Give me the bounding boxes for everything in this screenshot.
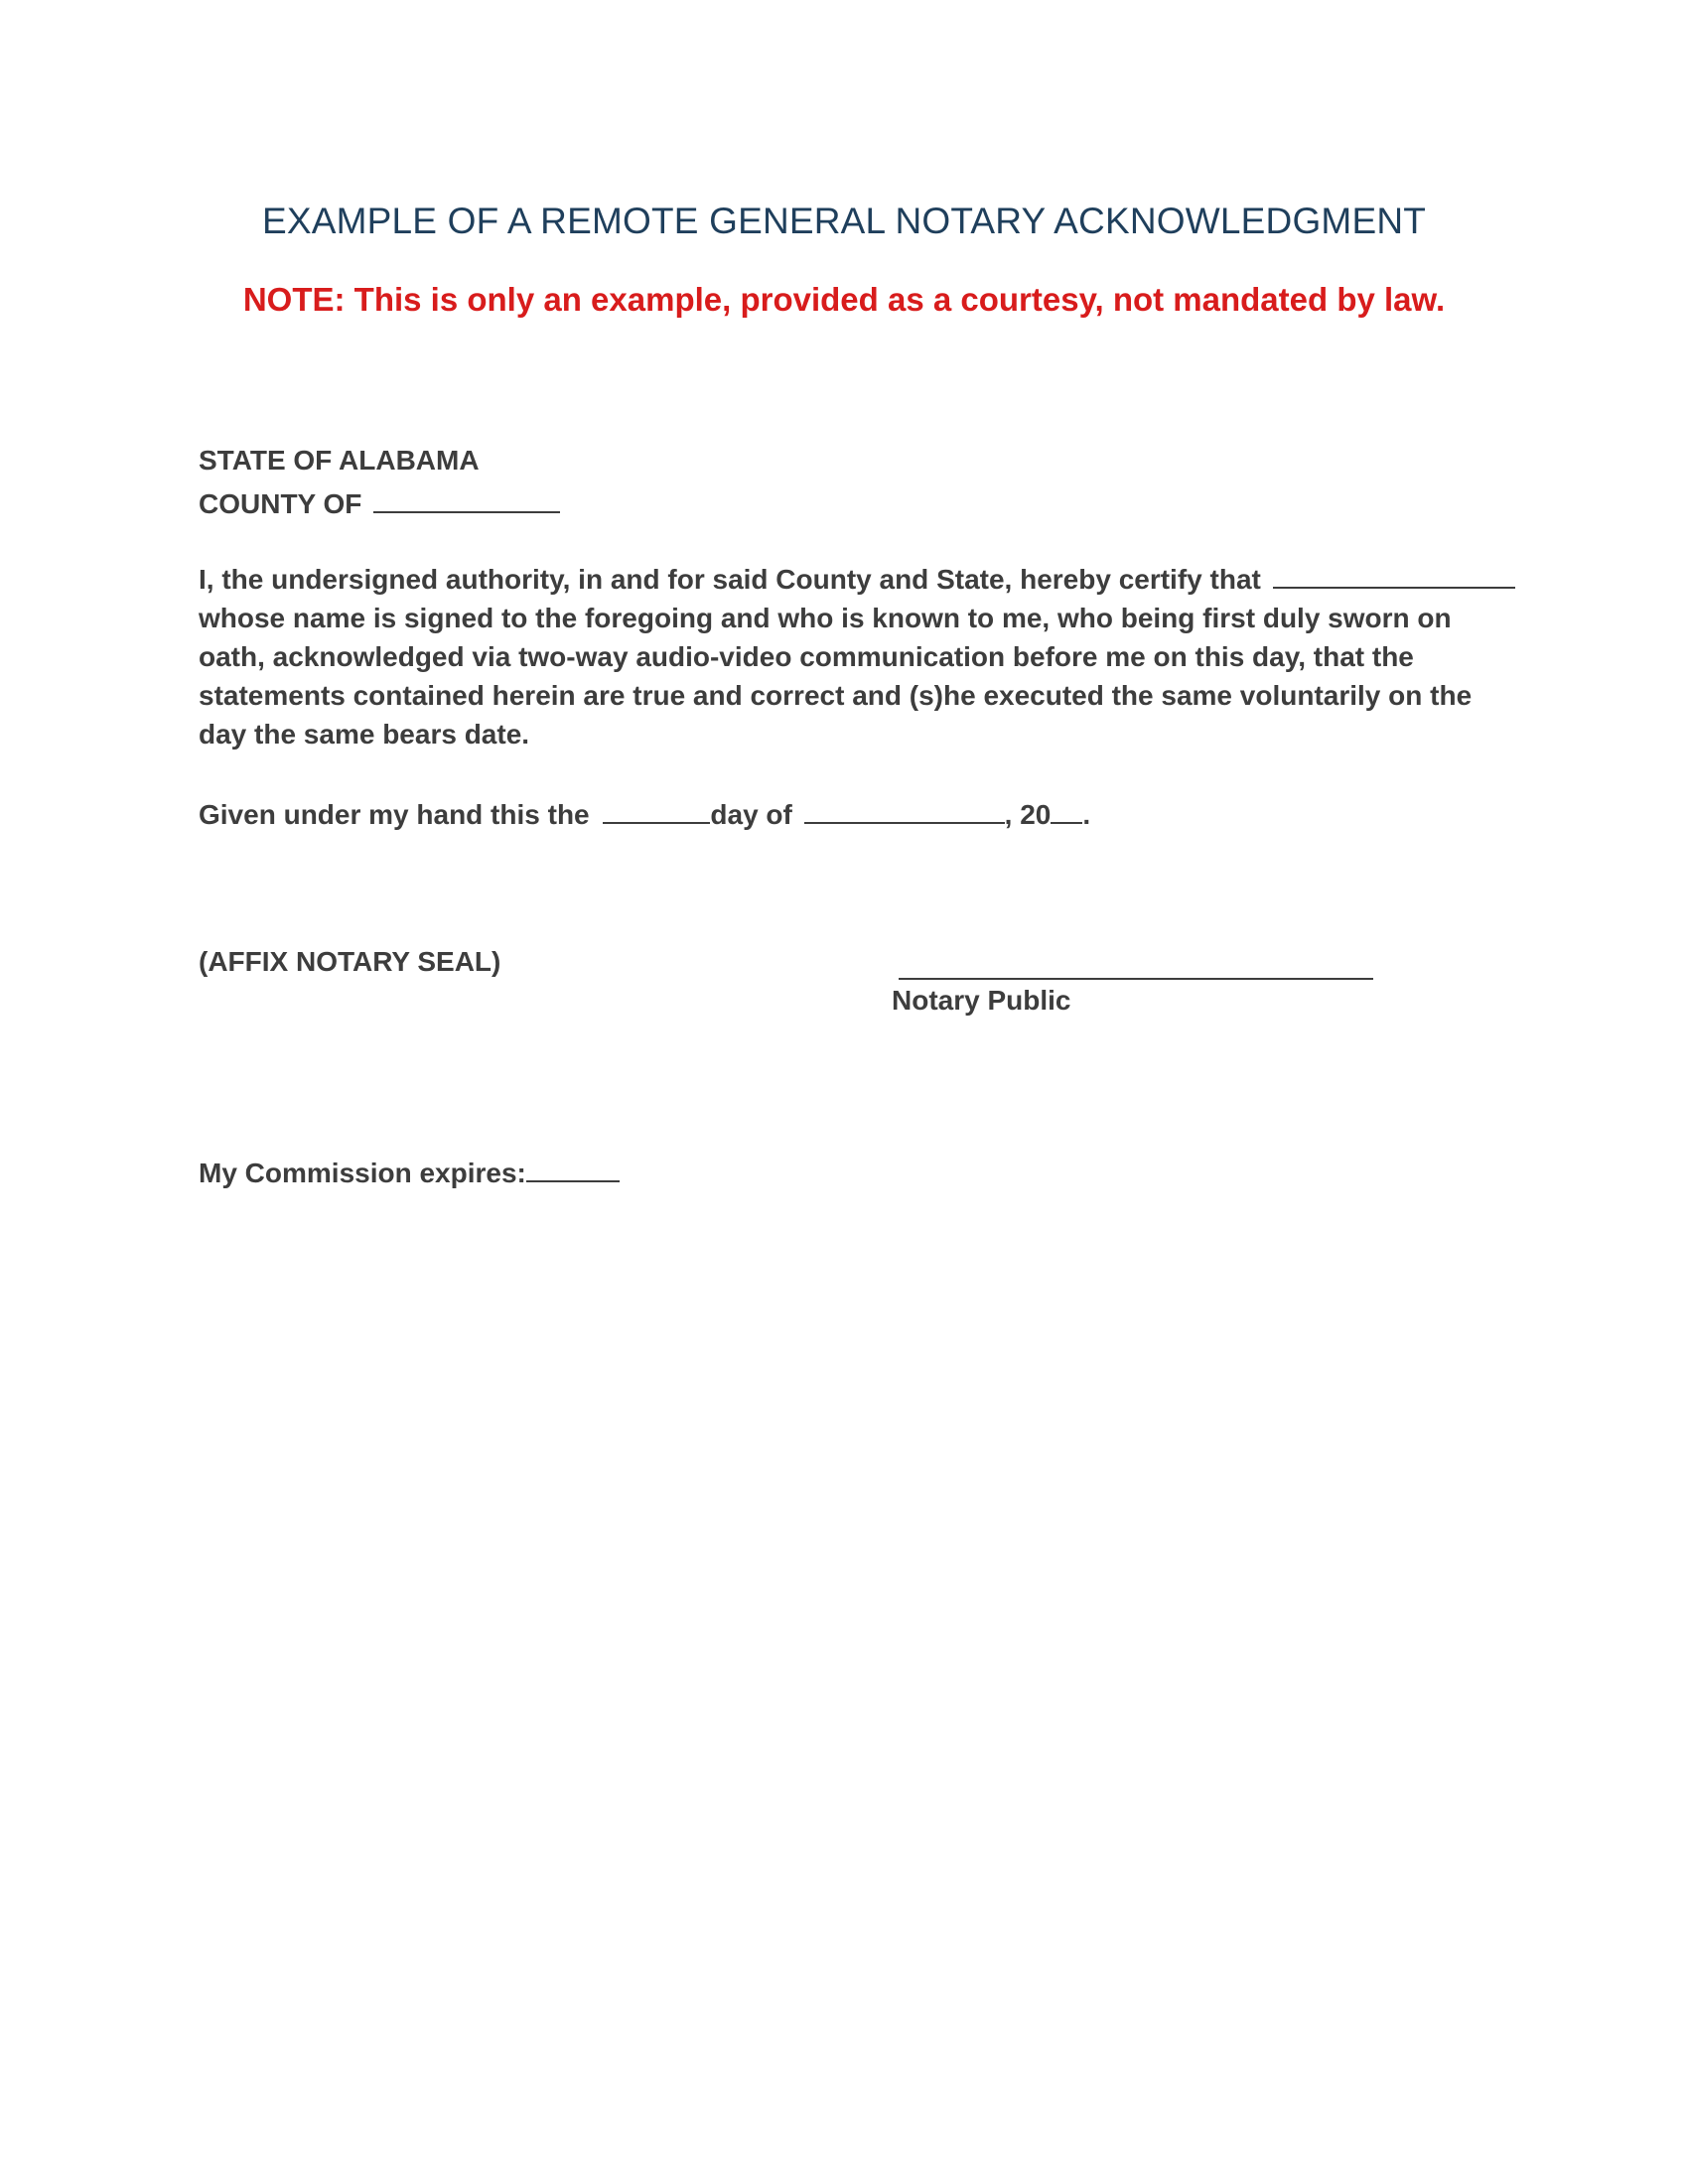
- notary-signature-line[interactable]: [899, 978, 1373, 980]
- seal-label: (AFFIX NOTARY SEAL): [199, 946, 501, 977]
- month-blank[interactable]: [804, 794, 1005, 824]
- given-end: .: [1082, 799, 1091, 830]
- signer-name-blank[interactable]: [1273, 559, 1515, 589]
- commission-line: [199, 1153, 620, 1189]
- document-title: EXAMPLE OF A REMOTE GENERAL NOTARY ACKNOWLEDGMENT: [261, 201, 1427, 241]
- county-blank[interactable]: [373, 483, 560, 513]
- day-blank[interactable]: [603, 794, 710, 824]
- year-prefix: , 20: [1004, 799, 1052, 830]
- day-of-label: day of: [710, 799, 792, 830]
- state-line: STATE OF ALABAMA: [199, 445, 480, 476]
- courtesy-note: NOTE: This is only an example, provided as a courtesy, not mandated by law.: [242, 281, 1446, 318]
- paragraph-line: day the same bears date.: [199, 719, 530, 750]
- commission-label: My Commission expires:: [199, 1158, 526, 1188]
- certification-paragraph: [199, 559, 1489, 753]
- given-prefix: Given under my hand this the: [199, 799, 590, 830]
- year-blank[interactable]: [1051, 794, 1082, 824]
- paragraph-line: I, the undersigned authority, in and for said County and State, hereby certify that: [199, 559, 1489, 599]
- county-line: [199, 483, 560, 520]
- notary-public-label: Notary Public: [892, 985, 1071, 1016]
- paragraph-line: statements contained herein are true and correct and (s)he executed the same voluntarily on the: [199, 680, 1473, 711]
- paragraph-line: whose name is signed to the foregoing and who is known to me, who being first duly sworn on: [199, 603, 1452, 633]
- county-label: COUNTY OF: [199, 488, 362, 519]
- commission-blank[interactable]: [526, 1153, 620, 1182]
- paragraph-line: oath, acknowledged via two-way audio-video communication before me on this day, that the: [199, 641, 1414, 672]
- given-line: [199, 794, 1090, 831]
